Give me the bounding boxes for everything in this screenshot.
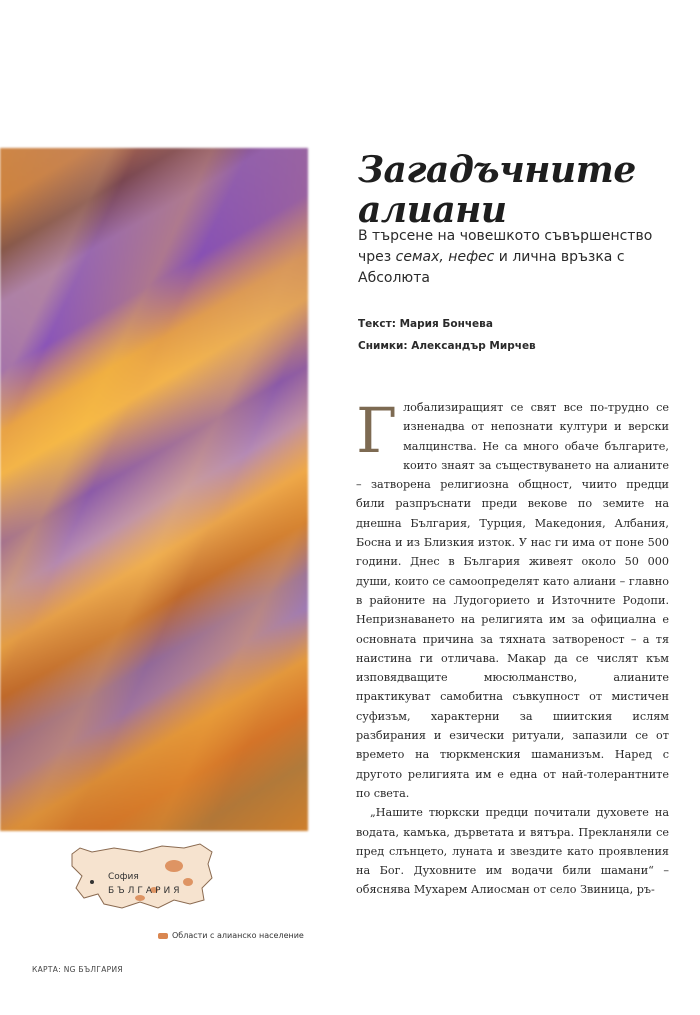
region-east [183, 878, 193, 886]
photo-credit: Снимки: Александър Мирчев [358, 340, 536, 352]
paragraph-1-text: лобализиращият се свят все по-трудно се изненадва от непознати култури и верски малцинства. Не са много обаче българите, които знаят за съществуването на алианите – затворена религиозна общност, чиито предци били разпръснати преди векове по земите на днешна България, Турция, Македония, Албания, Босна и из Близкия изток. У нас ги има от поне 500 години. Днес в България живеят около 50 000 души, които се самоопределят като алиани – главно в районите на Лудогорието и Източните Родопи. Непризнаването на религията им за официална е основната причина за тяхната затвореност – а тя наистина ги отличава. Макар да се числят към изповядващите мюсюлманство, алианите практикуват самобитна съвкупност от мистичен суфизъм, характерни за шиитския ислям разбирания и езически ритуали, запазили се от времето на тюркменския шаманизъм. Наред с другото религията им е една от най-толерантните по света. [356, 401, 669, 800]
legend-swatch [158, 933, 168, 939]
article-title: Загадъчните алиани [358, 149, 636, 231]
bulgaria-map [62, 842, 312, 942]
drop-cap: Г [356, 394, 398, 467]
map-legend [158, 931, 304, 940]
paragraph-2: „Нашите тюркски предци почитали духовете на водата, камъка, дърветата и вятъра. Прекланяли се пред слънцето, луната и звездите като проявления на Бог. Духовните им водачи били шамани“ – обяснява Мухарем Алиосман от село Звиница, ръ- [356, 806, 669, 897]
text-credit: Текст: Мария Бончева [358, 318, 493, 330]
article-subtitle [358, 226, 678, 289]
fabric-photo [0, 148, 308, 831]
sofia-dot [90, 880, 94, 884]
subtitle-part2: и лична връзка с Абсолюта [358, 249, 625, 286]
region-ludogorie [165, 860, 183, 872]
subtitle-italic: семах, нефес [395, 249, 495, 265]
article-body [356, 394, 669, 900]
legend-label: Области с алианско население [172, 931, 304, 940]
map-country-label: БЪЛГАРИЯ [108, 886, 183, 896]
map-credit: КАРТА: NG БЪЛГАРИЯ [32, 965, 123, 974]
subtitle-part1: В търсене на човешкото съвършенство чрез [358, 228, 653, 265]
paragraph-1 [356, 394, 669, 803]
map-city-label: София [108, 872, 139, 882]
